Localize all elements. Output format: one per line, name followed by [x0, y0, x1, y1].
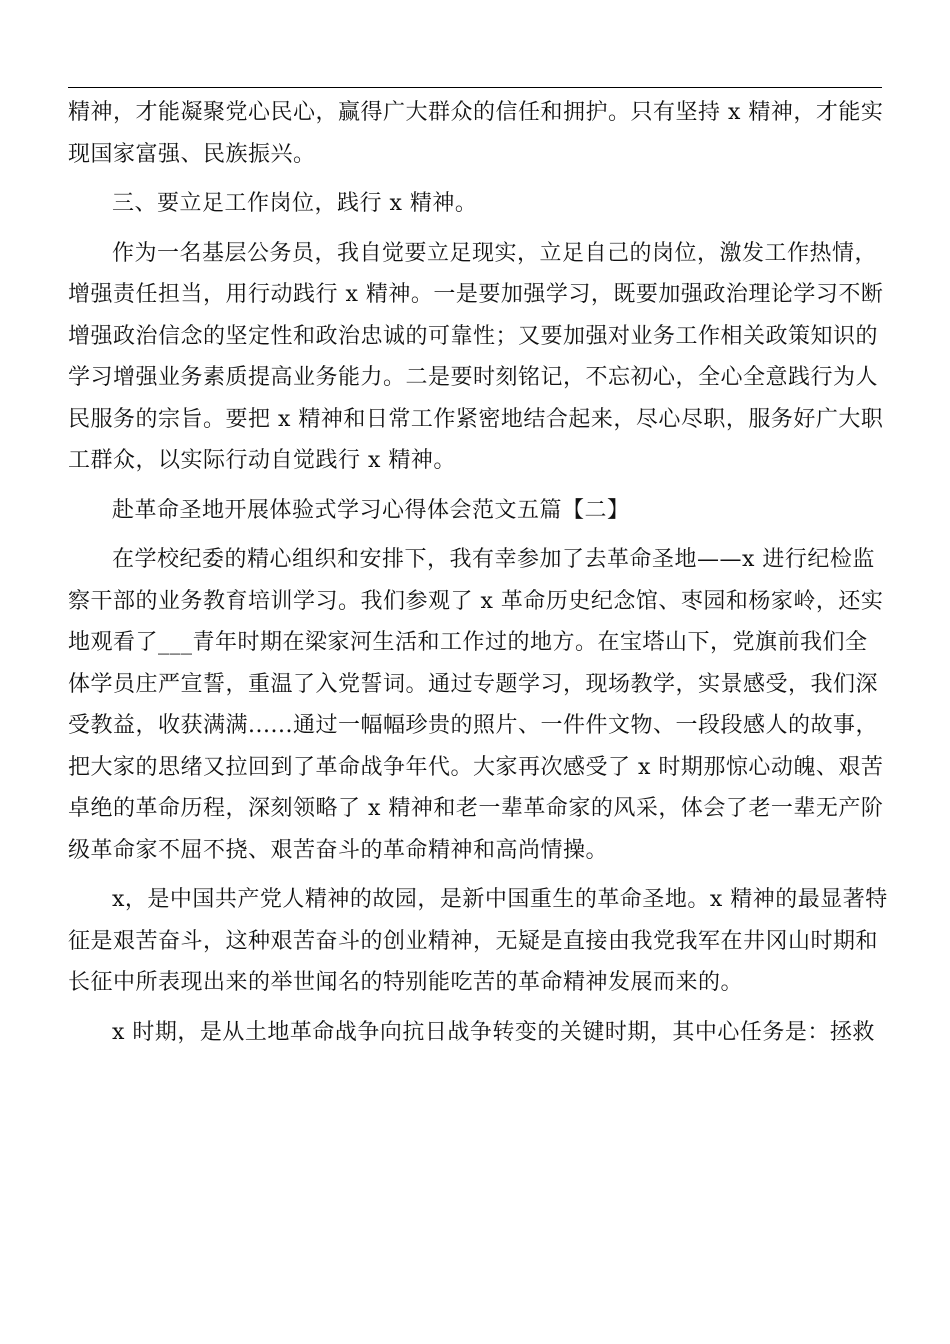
text-line: 增强政治信念的坚定性和政治忠诚的可靠性；又要加强对业务工作相关政策知识的 — [68, 323, 879, 349]
text-line: 民服务的宗旨。要把 x 精神和日常工作紧密地结合起来，尽心尽职，服务好广大职 — [68, 406, 884, 432]
text-line: x，是中国共产党人精神的故园，是新中国重生的革命圣地。x 精神的最显著特 — [112, 887, 888, 912]
article-title: 赴革命圣地开展体验式学习心得体会范文五篇【二】 — [112, 497, 630, 523]
text-line: 地观看了___青年时期在梁家河生活和工作过的地方。在宝塔山下，党旗前我们全 — [68, 630, 868, 655]
text-line: 征是艰苦奋斗，这种艰苦奋斗的创业精神，无疑是直接由我党我军在井冈山时期和 — [68, 928, 879, 954]
section-heading: 三、要立足工作岗位，践行 x 精神。 — [112, 191, 478, 216]
text-line: 体学员庄严宣誓，重温了入党誓词。通过专题学习，现场教学，实景感受，我们深 — [68, 671, 879, 697]
text-line: 级革命家不屈不挠、艰苦奋斗的革命精神和高尚情操。 — [68, 837, 609, 863]
text-line: 察干部的业务教育培训学习。我们参观了 x 革命历史纪念馆、枣园和杨家岭，还实 — [68, 588, 884, 614]
text-line: 在学校纪委的精心组织和安排下，我有幸参加了去革命圣地——x 进行纪检监 — [112, 547, 875, 572]
text-line: 现国家富强、民族振兴。 — [68, 141, 316, 167]
text-line: 工群众，以实际行动自觉践行 x 精神。 — [68, 448, 456, 473]
text-line: x 时期，是从土地革命战争向抗日战争转变的关键时期，其中心任务是：拯救 — [112, 1019, 875, 1045]
text-line: 受教益，收获满满......通过一幅幅珍贵的照片、一件件文物、一段段感人的故事， — [68, 713, 878, 738]
text-line: 精神，才能凝聚党心民心，赢得广大群众的信任和拥护。只有坚持 x 精神，才能实 — [68, 100, 884, 125]
text-line: 把大家的思绪又拉回到了革命战争年代。大家再次感受了 x 时期那惊心动魄、艰苦 — [68, 754, 884, 780]
text-line: 学习增强业务素质提高业务能力。二是要时刻铭记，不忘初心，全心全意践行为人 — [68, 365, 879, 390]
text-line: 长征中所表现出来的举世闻名的特别能吃苦的革命精神发展而来的。 — [68, 970, 744, 995]
text-line: 作为一名基层公务员，我自觉要立足现实，立足自己的岗位，激发工作热情， — [112, 240, 878, 266]
text-line: 卓绝的革命历程，深刻领略了 x 精神和老一辈革命家的风采，体会了老一辈无产阶 — [68, 796, 884, 821]
header-rule — [68, 87, 882, 88]
text-line: 增强责任担当，用行动践行 x 精神。一是要加强学习，既要加强政治理论学习不断 — [68, 282, 884, 307]
document-body — [68, 92, 886, 1053]
